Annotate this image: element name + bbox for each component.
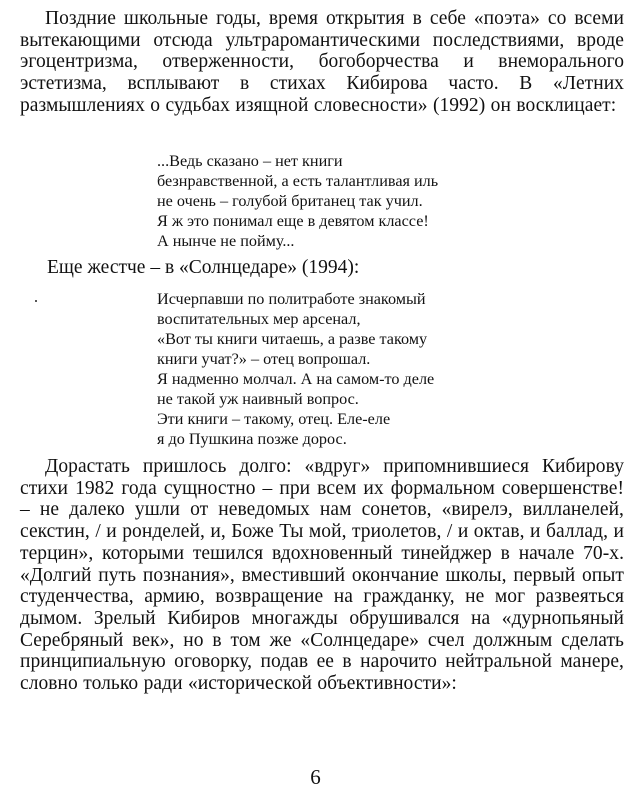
quote-solntsedar-stanza-1	[157, 289, 427, 369]
verse-line: Исчерпавши по политработе знакомый	[157, 290, 426, 308]
paragraph-opening: Поздние школьные годы, время открытия в себе «поэта» со всеми вытекающими отсюда ультраромантическими последствиями, вроде эгоцентризма, отверженности, богоборчества и внеморального эстетизма, всплывают в стихах Кибирова часто. В «Летних размышлениях о судьбах изящной словесности» (1992) он восклицает:	[20, 8, 624, 116]
verse-line: я до Пушкина позже дорос.	[157, 430, 347, 448]
paragraph-closing: Дорастать пришлось долго: «вдруг» припомнившиеся Кибирову стихи 1982 года сущностно – при всем их формальном совершенстве! – не далеко ушли от неведомых нам сонетов, «вирелэ, вилланелей, секстин, / и ронделей, и, Боже Ты мой, триолетов, / и октав, и баллад, и терцин», которыми тешился вдохновенный тинейджер в начале 70-х. «Долгий путь познания», вместивший окончание школы, первый опыт студенчества, армию, возвращение на гражданку, не мог развеяться дымом. Зрелый Кибиров многажды обрушивался на «дурнопьяный Серебряный век», но в том же «Солнцедаре» счел должным сделать принципиальную оговорку, подав ее в нарочито нейтральной манере, словно только ради «исторической объективности»:	[20, 456, 624, 695]
verse-line: воспитательных мер арсенал,	[157, 310, 361, 328]
verse-line: не очень – голубой британец так учил.	[157, 192, 423, 210]
verse-line: книги учат?» – отец вопрошал.	[157, 350, 371, 368]
verse-line: не такой уж наивный вопрос.	[157, 390, 359, 408]
verse-line: Эти книги – такому, отец. Еле-еле	[157, 410, 391, 428]
quote-solntsedar-stanza-2	[157, 369, 434, 449]
verse-line: Я ж это понимал еще в девятом классе!	[157, 212, 429, 230]
verse-line: А нынче не пойму...	[157, 232, 295, 250]
verse-line: «Вот ты книги читаешь, а разве такому	[157, 330, 428, 348]
quote-letnie-razmyshleniya	[157, 151, 438, 251]
verse-line: безнравственной, а есть талантливая иль	[157, 172, 439, 190]
page-number: 6	[310, 765, 321, 789]
scan-speck	[35, 300, 37, 302]
paragraph-intro-solntsedar: Еще жестче – в «Солнцедаре» (1994):	[47, 257, 360, 278]
verse-line: Я надменно молчал. А на самом-то деле	[157, 370, 435, 388]
verse-line: ...Ведь сказано – нет книги	[157, 152, 343, 170]
